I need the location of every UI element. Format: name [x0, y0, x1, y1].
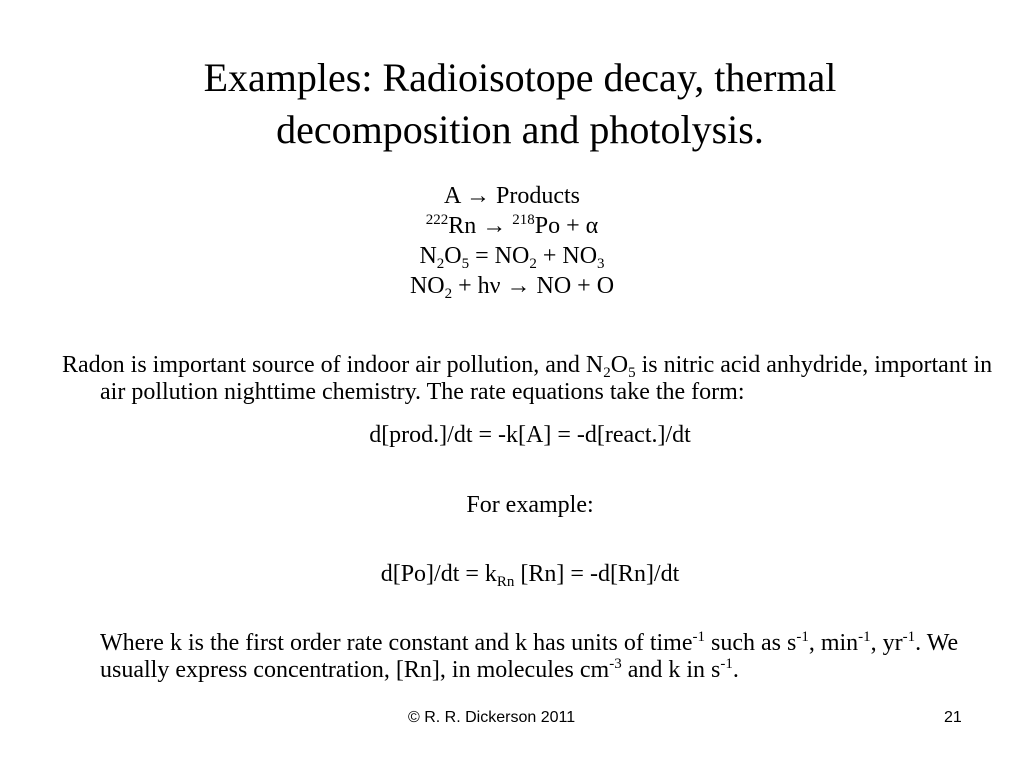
para1-text-b: is nitric acid anhydride, important in air pollution nighttime chemistry. The rate equations take the form:	[100, 352, 993, 405]
k-subscript: Rn	[496, 574, 515, 590]
radon-paragraph	[62, 352, 998, 406]
exponent-5: -3	[609, 656, 622, 672]
para2-text-5: . We usually express concentration, [Rn], in molecules cm	[100, 630, 959, 683]
reaction-equations	[212, 181, 812, 301]
slide-footer	[0, 709, 1024, 733]
para2-text-6: and k in s	[621, 657, 721, 683]
slide-body	[62, 352, 998, 684]
reactant: A	[443, 183, 460, 209]
radon-decay-equation	[212, 211, 812, 241]
plus-no: + NO	[536, 243, 598, 269]
po-products: Po + α	[534, 213, 599, 239]
arrow: →	[466, 183, 490, 209]
rn-symbol: Rn	[448, 213, 477, 239]
para2-text-1: Where k is the first order rate constant and k has units of time	[100, 630, 693, 656]
po-mass-number: 218	[512, 212, 535, 228]
n-subscript: 2	[436, 256, 445, 272]
title-line-2: decomposition and photolysis.	[276, 107, 764, 152]
exponent-3: -1	[858, 629, 871, 645]
para2-text-7: .	[732, 657, 739, 683]
general-decay-equation	[212, 181, 812, 211]
exponent-2: -1	[796, 629, 809, 645]
rn-mass-number: 222	[425, 212, 449, 228]
for-example-label: For example:	[466, 492, 594, 518]
equals-no: = NO	[469, 243, 530, 269]
para1-text-a: Radon is important source of indoor air pollution, and N	[62, 352, 604, 378]
page-number: 21	[944, 709, 962, 726]
exponent-4: -1	[902, 629, 916, 645]
para2-text-2: such as s	[705, 630, 797, 656]
o-symbol: O	[444, 243, 462, 269]
products: Products	[496, 183, 580, 209]
para2-text-4: , yr	[870, 630, 903, 656]
po-eq-part-2: [Rn] = -d[Rn]/dt	[514, 561, 680, 587]
photolysis-rest: + hν → NO + O	[452, 273, 615, 299]
title-line-1: Examples: Radioisotope decay, thermal	[203, 55, 837, 100]
para2-text-3: , min	[808, 630, 859, 656]
no3-subscript: 3	[597, 256, 605, 272]
no2-subscript: 2	[529, 256, 537, 272]
n-symbol: N	[419, 243, 437, 269]
exponent-6: -1	[720, 656, 733, 672]
no-symbol: NO	[409, 273, 445, 299]
o-subscript: 5	[461, 256, 470, 272]
po-eq-part-1: d[Po]/dt = k	[380, 561, 497, 587]
copyright-notice: © R. R. Dickerson 2011	[408, 709, 576, 726]
n2o5-decomposition-equation	[212, 241, 812, 271]
slide-title	[100, 52, 940, 156]
polonium-rate-equation	[62, 561, 998, 588]
o-symbol: O	[610, 352, 629, 378]
n-subscript: 2	[603, 365, 611, 381]
o-subscript: 5	[628, 365, 636, 381]
photolysis-equation	[212, 271, 812, 301]
no-subscript: 2	[444, 286, 453, 302]
arrow: →	[482, 213, 507, 239]
exponent-1: -1	[692, 629, 705, 645]
rate-equation: d[prod.]/dt = -k[A] = -d[react.]/dt	[369, 422, 691, 448]
rate-constant-paragraph	[62, 630, 998, 684]
